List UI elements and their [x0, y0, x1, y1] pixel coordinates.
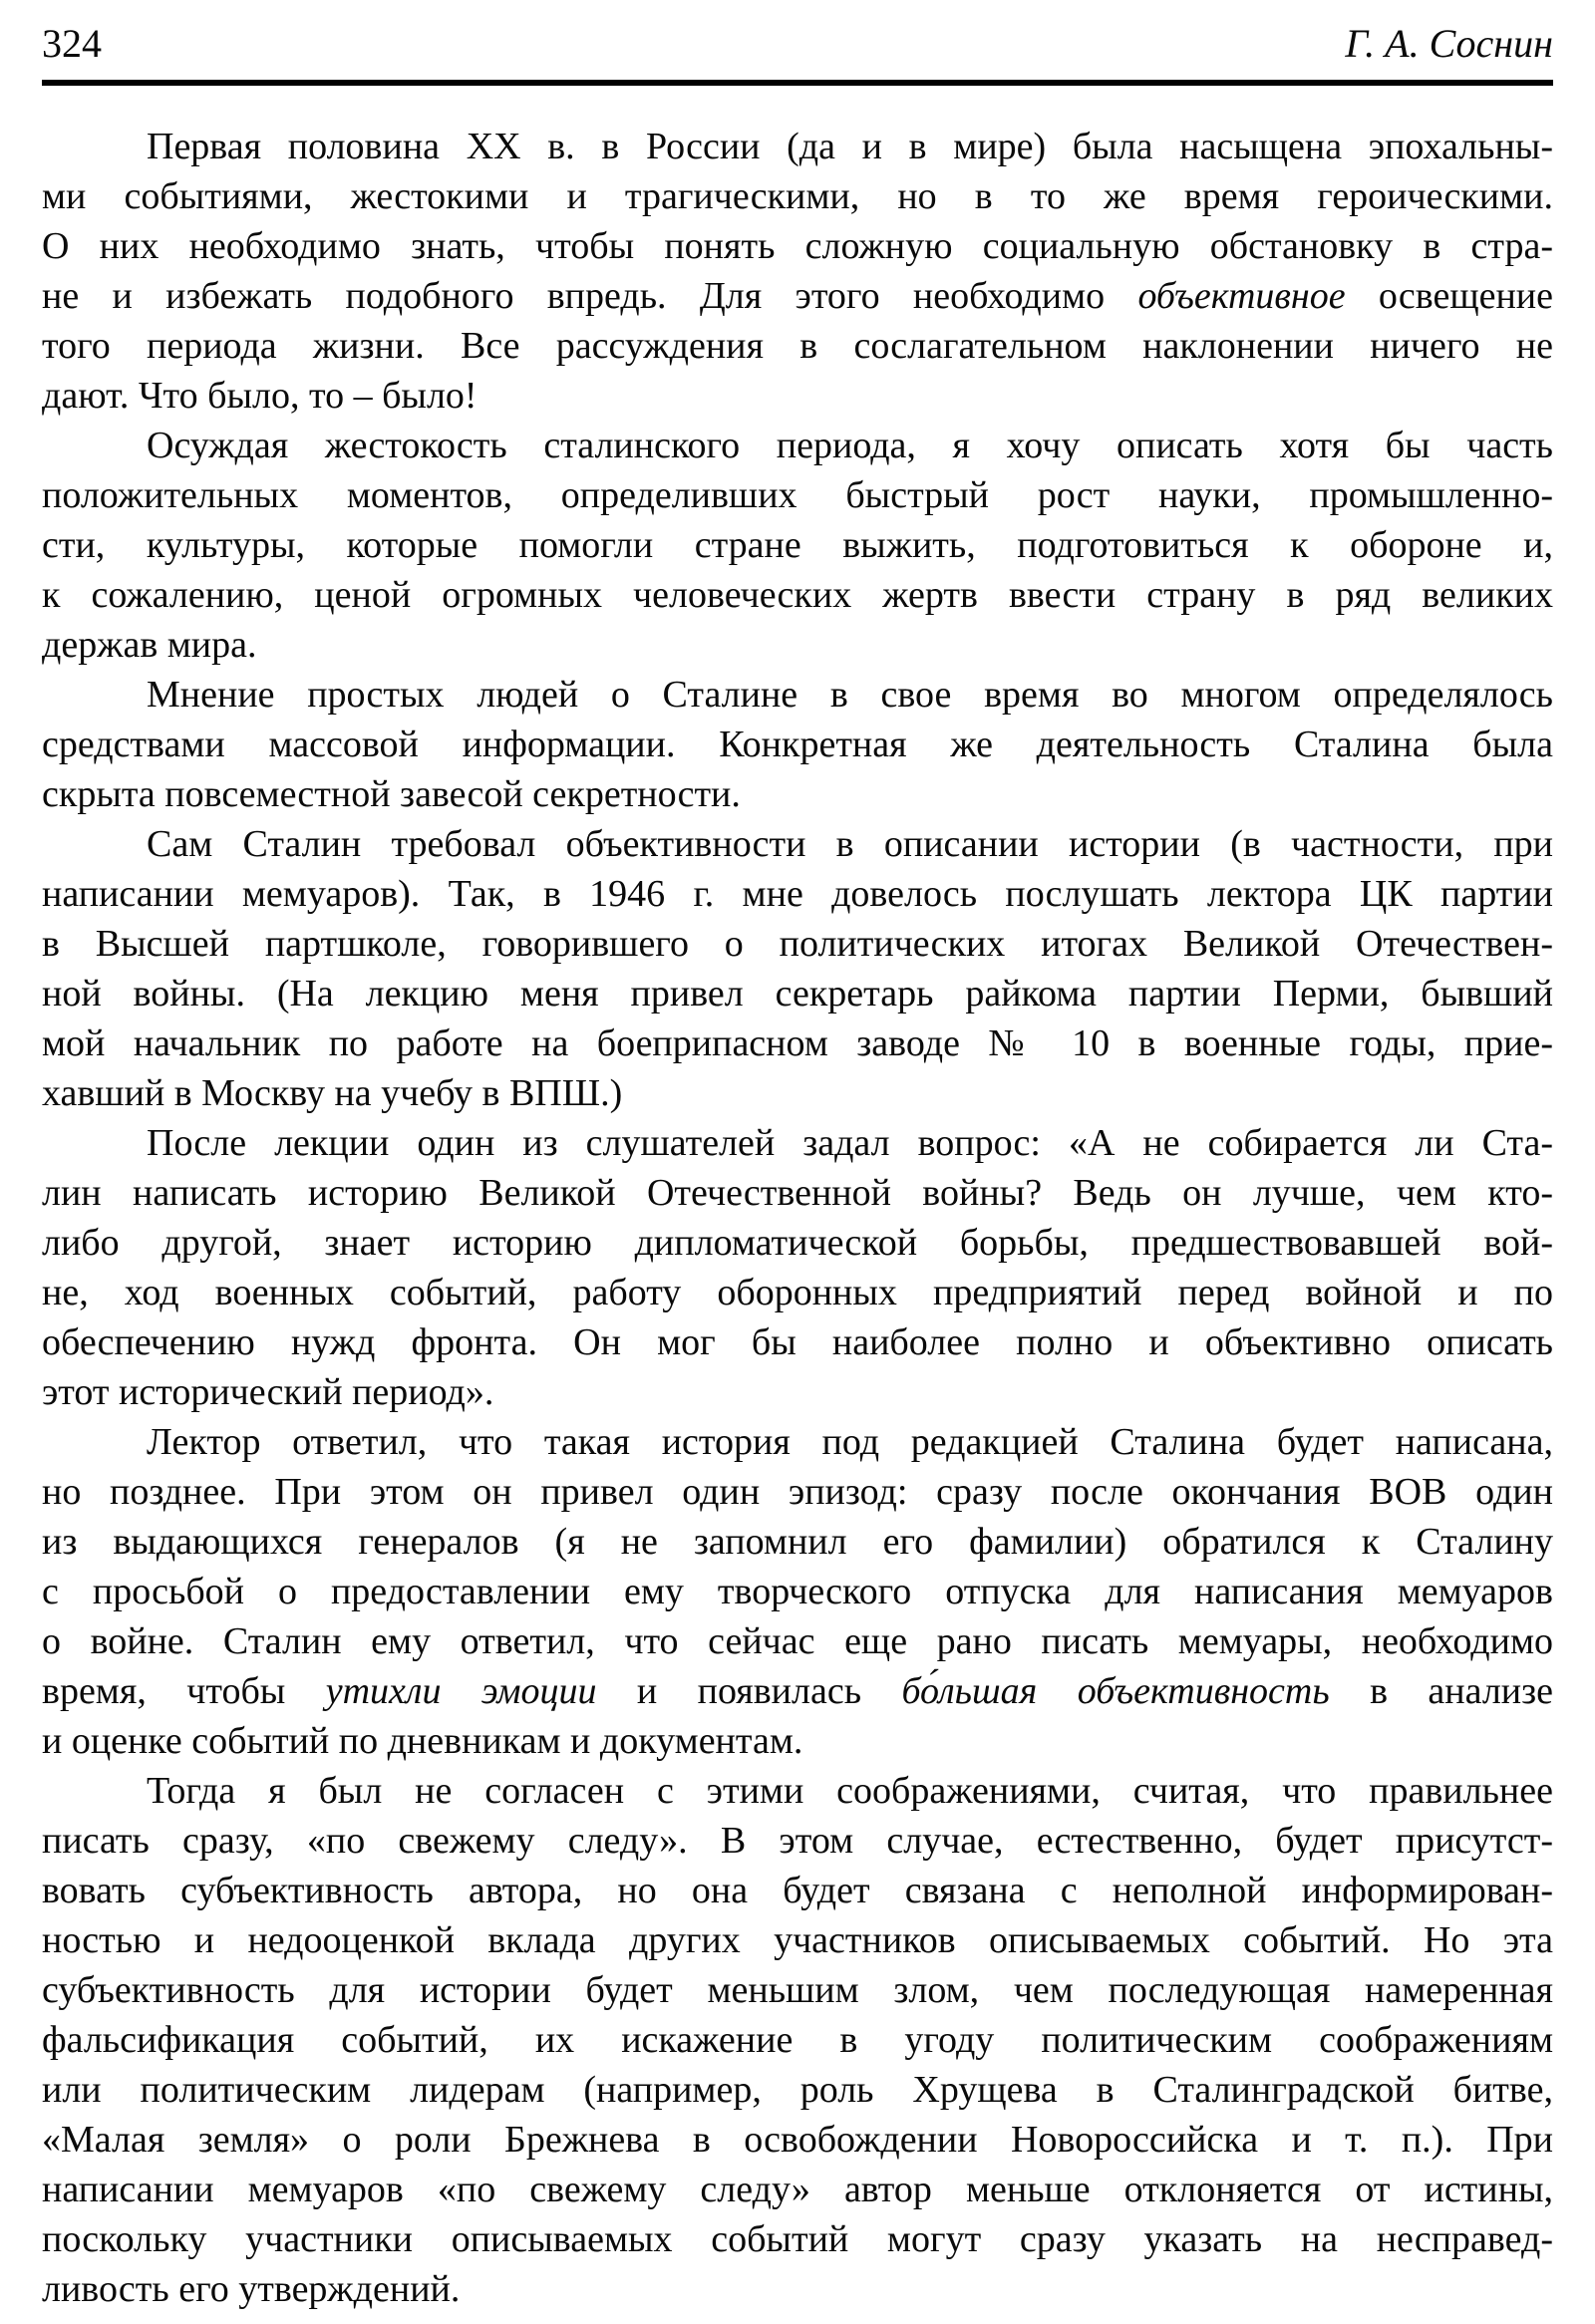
text-line: ной войны. (На лекцию меня привел секретарь райкома партии Перми, бывший — [42, 973, 1553, 1015]
paragraph — [42, 421, 1553, 670]
text-line: средствами массовой информации. Конкретная же деятельность Сталина была — [42, 724, 1553, 765]
text-line: ми событиями, жестокими и трагическими, но в то же время героическими. — [42, 175, 1553, 217]
text-line: скрыта повсеместной завесой секретности. — [42, 773, 741, 815]
text-line: После лекции один из слушателей задал вопрос: «А не собирается ли Ста- — [147, 1122, 1553, 1164]
page-header — [42, 21, 1553, 66]
text-line: держав мира. — [42, 624, 257, 666]
text-line: поскольку участники описываемых событий могут сразу указать на несправед- — [42, 2218, 1553, 2260]
text-line: ливость его утверждений. — [42, 2268, 461, 2310]
text-line: субъективность для истории будет меньшим злом, чем последующая намеренная — [42, 1969, 1553, 2011]
paragraph — [42, 670, 1553, 819]
text-line: о войне. Сталин ему ответил, что сейчас еще рано писать мемуары, необходимо — [42, 1620, 1553, 1662]
text-line: либо другой, знает историю дипломатической борьбы, предшествовавшей вой- — [42, 1222, 1553, 1264]
paragraph — [42, 819, 1553, 1118]
italic-text: объективное — [1137, 275, 1346, 317]
text-line: не и избежать подобного впредь. Для этого необходимо объективное освещение — [42, 275, 1553, 317]
text-line: время, чтобы утихли эмоции и появилась бо́льшая объективность в анализе — [42, 1670, 1553, 1712]
text-line: не, ход военных событий, работу оборонных предприятий перед войной и по — [42, 1272, 1553, 1313]
text-line: того периода жизни. Все рассуждения в сослагательном наклонении ничего не — [42, 325, 1553, 367]
text-line: этот исторический период». — [42, 1371, 494, 1413]
page-number: 324 — [42, 21, 102, 66]
running-head-author: Г. А. Соснин — [1345, 21, 1553, 66]
paragraph — [42, 1118, 1553, 1417]
text-line: положительных моментов, определивших быстрый рост науки, промышленно- — [42, 474, 1553, 516]
paragraph — [42, 1417, 1553, 1766]
text-line: с просьбой о предоставлении ему творческого отпуска для написания мемуаров — [42, 1571, 1553, 1612]
text-line: написании мемуаров «по свежему следу» автор меньше отклоняется от истины, — [42, 2169, 1553, 2210]
text-line: дают. Что было, то – было! — [42, 375, 478, 417]
text-line: фальсификация событий, их искажение в угоду политическим соображениям — [42, 2019, 1553, 2061]
header-rule — [42, 80, 1553, 86]
text-line: написании мемуаров). Так, в 1946 г. мне довелось послушать лектора ЦК партии — [42, 873, 1553, 915]
text-line: писать сразу, «по свежему следу». В этом случае, естественно, будет присутст- — [42, 1820, 1553, 1862]
text-line: О них необходимо знать, чтобы понять сложную социальную обстановку в стра- — [42, 225, 1553, 267]
text-line: Тогда я был не согласен с этими соображениями, считая, что правильнее — [147, 1770, 1553, 1812]
text-line: вовать субъективность автора, но она будет связана с неполной информирован- — [42, 1870, 1553, 1911]
text-line: мой начальник по работе на боеприпасном заводе № 10 в военные годы, прие- — [42, 1022, 1553, 1064]
text-line: или политическим лидерам (например, роль Хрущева в Сталинградской битве, — [42, 2069, 1553, 2111]
text-line: к сожалению, ценой огромных человеческих жертв ввести страну в ряд великих — [42, 574, 1553, 616]
italic-text: утихли эмоции — [325, 1670, 597, 1712]
text-line: Осуждая жестокость сталинского периода, я хочу описать хотя бы часть — [147, 425, 1553, 466]
page-body — [42, 122, 1553, 2314]
text-line: из выдающихся генералов (я не запомнил его фамилии) обратился к Сталину — [42, 1521, 1553, 1563]
paragraph — [42, 122, 1553, 421]
text-line: Сам Сталин требовал объективности в описании истории (в частности, при — [147, 823, 1553, 865]
paragraph — [42, 1766, 1553, 2314]
text-line: «Малая земля» о роли Брежнева в освобождении Новороссийска и т. п.). При — [42, 2119, 1553, 2161]
text-line: ностью и недооценкой вклада других участников описываемых событий. Но эта — [42, 1919, 1553, 1961]
text-line: сти, культуры, которые помогли стране выжить, подготовиться к обороне и, — [42, 524, 1553, 566]
text-line: в Высшей партшколе, говорившего о политических итогах Великой Отечествен- — [42, 923, 1553, 965]
text-line: Первая половина XX в. в России (да и в мире) была насыщена эпохальны- — [147, 126, 1553, 167]
text-line: Лектор ответил, что такая история под редакцией Сталина будет написана, — [147, 1421, 1553, 1463]
text-line: хавший в Москву на учебу в ВПШ.) — [42, 1072, 623, 1114]
italic-text: бо́льшая объективность — [901, 1670, 1330, 1712]
text-line: и оценке событий по дневникам и документам. — [42, 1720, 803, 1762]
text-line: но позднее. При этом он привел один эпизод: сразу после окончания ВОВ один — [42, 1471, 1553, 1513]
text-line: обеспечению нужд фронта. Он мог бы наиболее полно и объективно описать — [42, 1321, 1553, 1363]
text-line: лин написать историю Великой Отечественной войны? Ведь он лучше, чем кто- — [42, 1172, 1553, 1214]
text-line: Мнение простых людей о Сталине в свое время во многом определялось — [147, 674, 1553, 716]
